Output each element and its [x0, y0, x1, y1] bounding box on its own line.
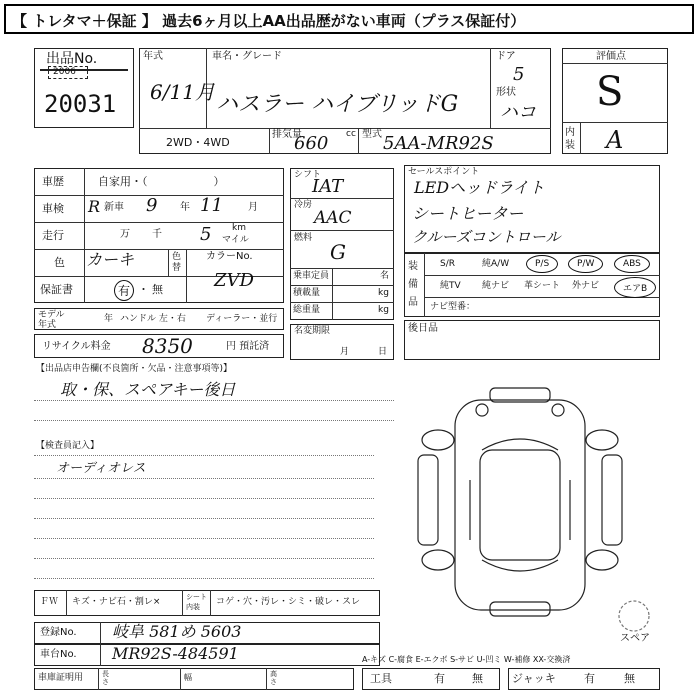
remarks-value: 取・保、スペアキー後日 [60, 380, 236, 399]
aircon-label: 冷房 [294, 200, 313, 210]
name-change-month: 月 [340, 347, 350, 357]
displacement-unit: cc [346, 129, 356, 139]
registration-value: 岐阜 581め 5603 [112, 622, 242, 641]
code-legend: A-キズ C-腐食 E-エクボ S-サビ U-凹ミ W-補修 XX-交換済 [362, 655, 571, 664]
wheel-front-left [422, 430, 454, 450]
fuel-value: G [330, 240, 346, 264]
mileage-man: 万 [120, 229, 130, 240]
car-cabin [480, 450, 560, 560]
interior-label: 内装 [565, 127, 575, 151]
displacement-value: 660 [294, 133, 329, 154]
recycle-value: 8350 [142, 334, 193, 358]
history-label: 車歴 [42, 175, 64, 188]
evaluation-score: S [596, 69, 624, 115]
tools-yes: 有 [434, 672, 445, 685]
drive-label: 2WD・4WD [166, 136, 230, 149]
equipment-label: 装備品 [408, 261, 418, 308]
capacity-label: 乗車定員 [293, 271, 330, 281]
shaken-year: 9 [146, 195, 158, 216]
shaken-new: 新車 [104, 202, 124, 213]
shaken-prefix: R [88, 197, 101, 216]
shift-label: シフト [294, 170, 322, 180]
interior-score: A [606, 126, 624, 154]
warranty-no: 無 [152, 283, 163, 296]
color-change-label: 色替 [172, 252, 182, 273]
mileage-sen: 千 [152, 229, 162, 240]
later-date-box [404, 320, 660, 360]
color-value: カーキ [86, 250, 135, 269]
spare-tire-icon [616, 598, 652, 634]
mileage-value: 5 [200, 224, 212, 245]
name-change-label: 名変期限 [294, 326, 331, 336]
equipment-r1-1: 純A/W [482, 259, 510, 269]
displacement-label: 排気量 [272, 129, 302, 140]
aircon-value: AAC [314, 208, 352, 228]
mileage-unit-km: km [232, 223, 246, 233]
equipment-r1-4: ABS [614, 255, 650, 273]
car-body-outline [455, 400, 585, 610]
shaken-month-unit: 月 [248, 202, 258, 213]
sales-line-3: クルーズコントロール [412, 228, 561, 246]
equipment-r2-4: エアB [614, 277, 656, 298]
fw-label: ＦＷ [40, 597, 59, 607]
model-year-label: モデル年式 [38, 310, 65, 330]
equipment-r1-2: P/S [526, 255, 558, 273]
color-code-label: カラーNo. [206, 251, 253, 262]
recycle-unit: 円 預託済 [226, 341, 270, 352]
lot-number: 20031 [44, 90, 117, 118]
car-damage-diagram [410, 380, 660, 630]
banner-title: 【 トレタマ＋保証 】 過去6ヶ月以上AA出品歴がない車両（プラス保証付） [12, 12, 526, 30]
equipment-navi: ナビ型番： [430, 302, 476, 312]
model-value: 5AA-MR92S [383, 133, 494, 154]
sales-point-label: セールスポイント [408, 167, 480, 177]
warranty-yes: 有 [114, 280, 134, 301]
sales-line-2: シートヒーター [412, 204, 524, 223]
seat-label: シート内装 [186, 593, 207, 611]
equipment-r1-3: P/W [568, 255, 603, 273]
nenshiki-value: 6/11月 [150, 80, 215, 104]
history-options: 自家用・（ ） [98, 175, 225, 188]
color-code-value: ZVD [214, 270, 254, 291]
jack-no: 無 [624, 672, 635, 685]
mileage-unit-mile: マイル [222, 235, 249, 245]
equipment-r2-3: 外ナビ [572, 281, 600, 291]
equipment-r2-0: 純TV [440, 281, 461, 291]
rear-bumper [490, 602, 550, 616]
capacity-unit: 名 [380, 271, 390, 281]
load-label: 積載量 [293, 288, 321, 298]
equipment-r2-2: 革シート [524, 281, 561, 291]
fuel-label: 燃料 [294, 233, 313, 243]
height-label: 高さ [270, 670, 277, 686]
mirror-left [476, 404, 488, 416]
equipment-r2-1: 純ナビ [482, 281, 510, 291]
width-label: 幅 [184, 673, 192, 682]
jack-label: ジャッキ [512, 672, 556, 685]
shaken-month: 11 [200, 195, 223, 216]
model-year-unit: 年 [104, 314, 114, 324]
model-year-dealer: ディーラー・並行 [206, 314, 278, 324]
shape-value: ハコ [500, 102, 536, 123]
cert-label: 車庫証明用 [38, 673, 84, 683]
wheel-rear-right [586, 550, 618, 570]
shape-label: 形状 [496, 87, 516, 98]
color-label: 色 [54, 256, 65, 269]
warranty-sep: ・ [138, 283, 149, 296]
warranty-label: 保証書 [40, 283, 73, 296]
evaluation-label: 評価点 [596, 51, 626, 62]
load-unit: kg [378, 288, 389, 298]
sales-line-1: LEDヘッドライト [414, 178, 545, 197]
model-year-handle: ハンドル 左・右 [120, 314, 186, 324]
wheel-front-right [586, 430, 618, 450]
seat-text: コゲ・穴・汚レ・シミ・破レ・スレ [216, 597, 361, 607]
shaken-year-unit: 年 [180, 202, 190, 213]
nenshiki-label: 年式 [143, 51, 163, 62]
weight-label: 総重量 [293, 305, 321, 315]
chassis-label: 車台No. [40, 649, 77, 660]
wheel-rear-left [422, 550, 454, 570]
car-rear-window [482, 560, 558, 571]
name-value: ハスラー ハイブリッドG [216, 92, 459, 117]
door-label: ドア [496, 51, 516, 62]
length-label: 長さ [102, 670, 109, 686]
spare-label: スペア [620, 633, 650, 644]
tools-label: 工具 [370, 672, 392, 685]
lot-year-value: 2006 [53, 67, 76, 77]
door-value: 5 [513, 64, 525, 85]
side-panel-right [602, 455, 622, 545]
remarks-label: 【出品店申告欄(不良箇所・欠品・注意事項等)】 [36, 364, 233, 374]
weight-unit: kg [378, 305, 389, 315]
fw-text: キズ・ナビ石・割レ× [72, 597, 161, 607]
name-change-day: 日 [378, 347, 388, 357]
registration-label: 登録No. [40, 627, 77, 638]
jack-yes: 有 [584, 672, 595, 685]
equipment-r1-0: S/R [440, 259, 455, 269]
inspector-value: オーディオレス [56, 461, 146, 476]
lot-label: 出品No. [46, 51, 98, 67]
inspector-label: 【検査員記入】 [36, 441, 100, 451]
model-label: 型式 [362, 129, 382, 140]
shift-value: IAT [312, 176, 344, 197]
side-panel-left [418, 455, 438, 545]
mileage-label: 走行 [42, 229, 64, 242]
mirror-right [552, 404, 564, 416]
shaken-label: 車検 [42, 202, 64, 215]
car-windshield [482, 439, 558, 450]
tools-no: 無 [472, 672, 483, 685]
recycle-label: リサイクル料金 [42, 341, 111, 352]
later-date-label: 後日品 [408, 323, 438, 334]
chassis-value: MR92S-484591 [112, 644, 239, 663]
name-label: 車名・グレード [212, 51, 282, 62]
